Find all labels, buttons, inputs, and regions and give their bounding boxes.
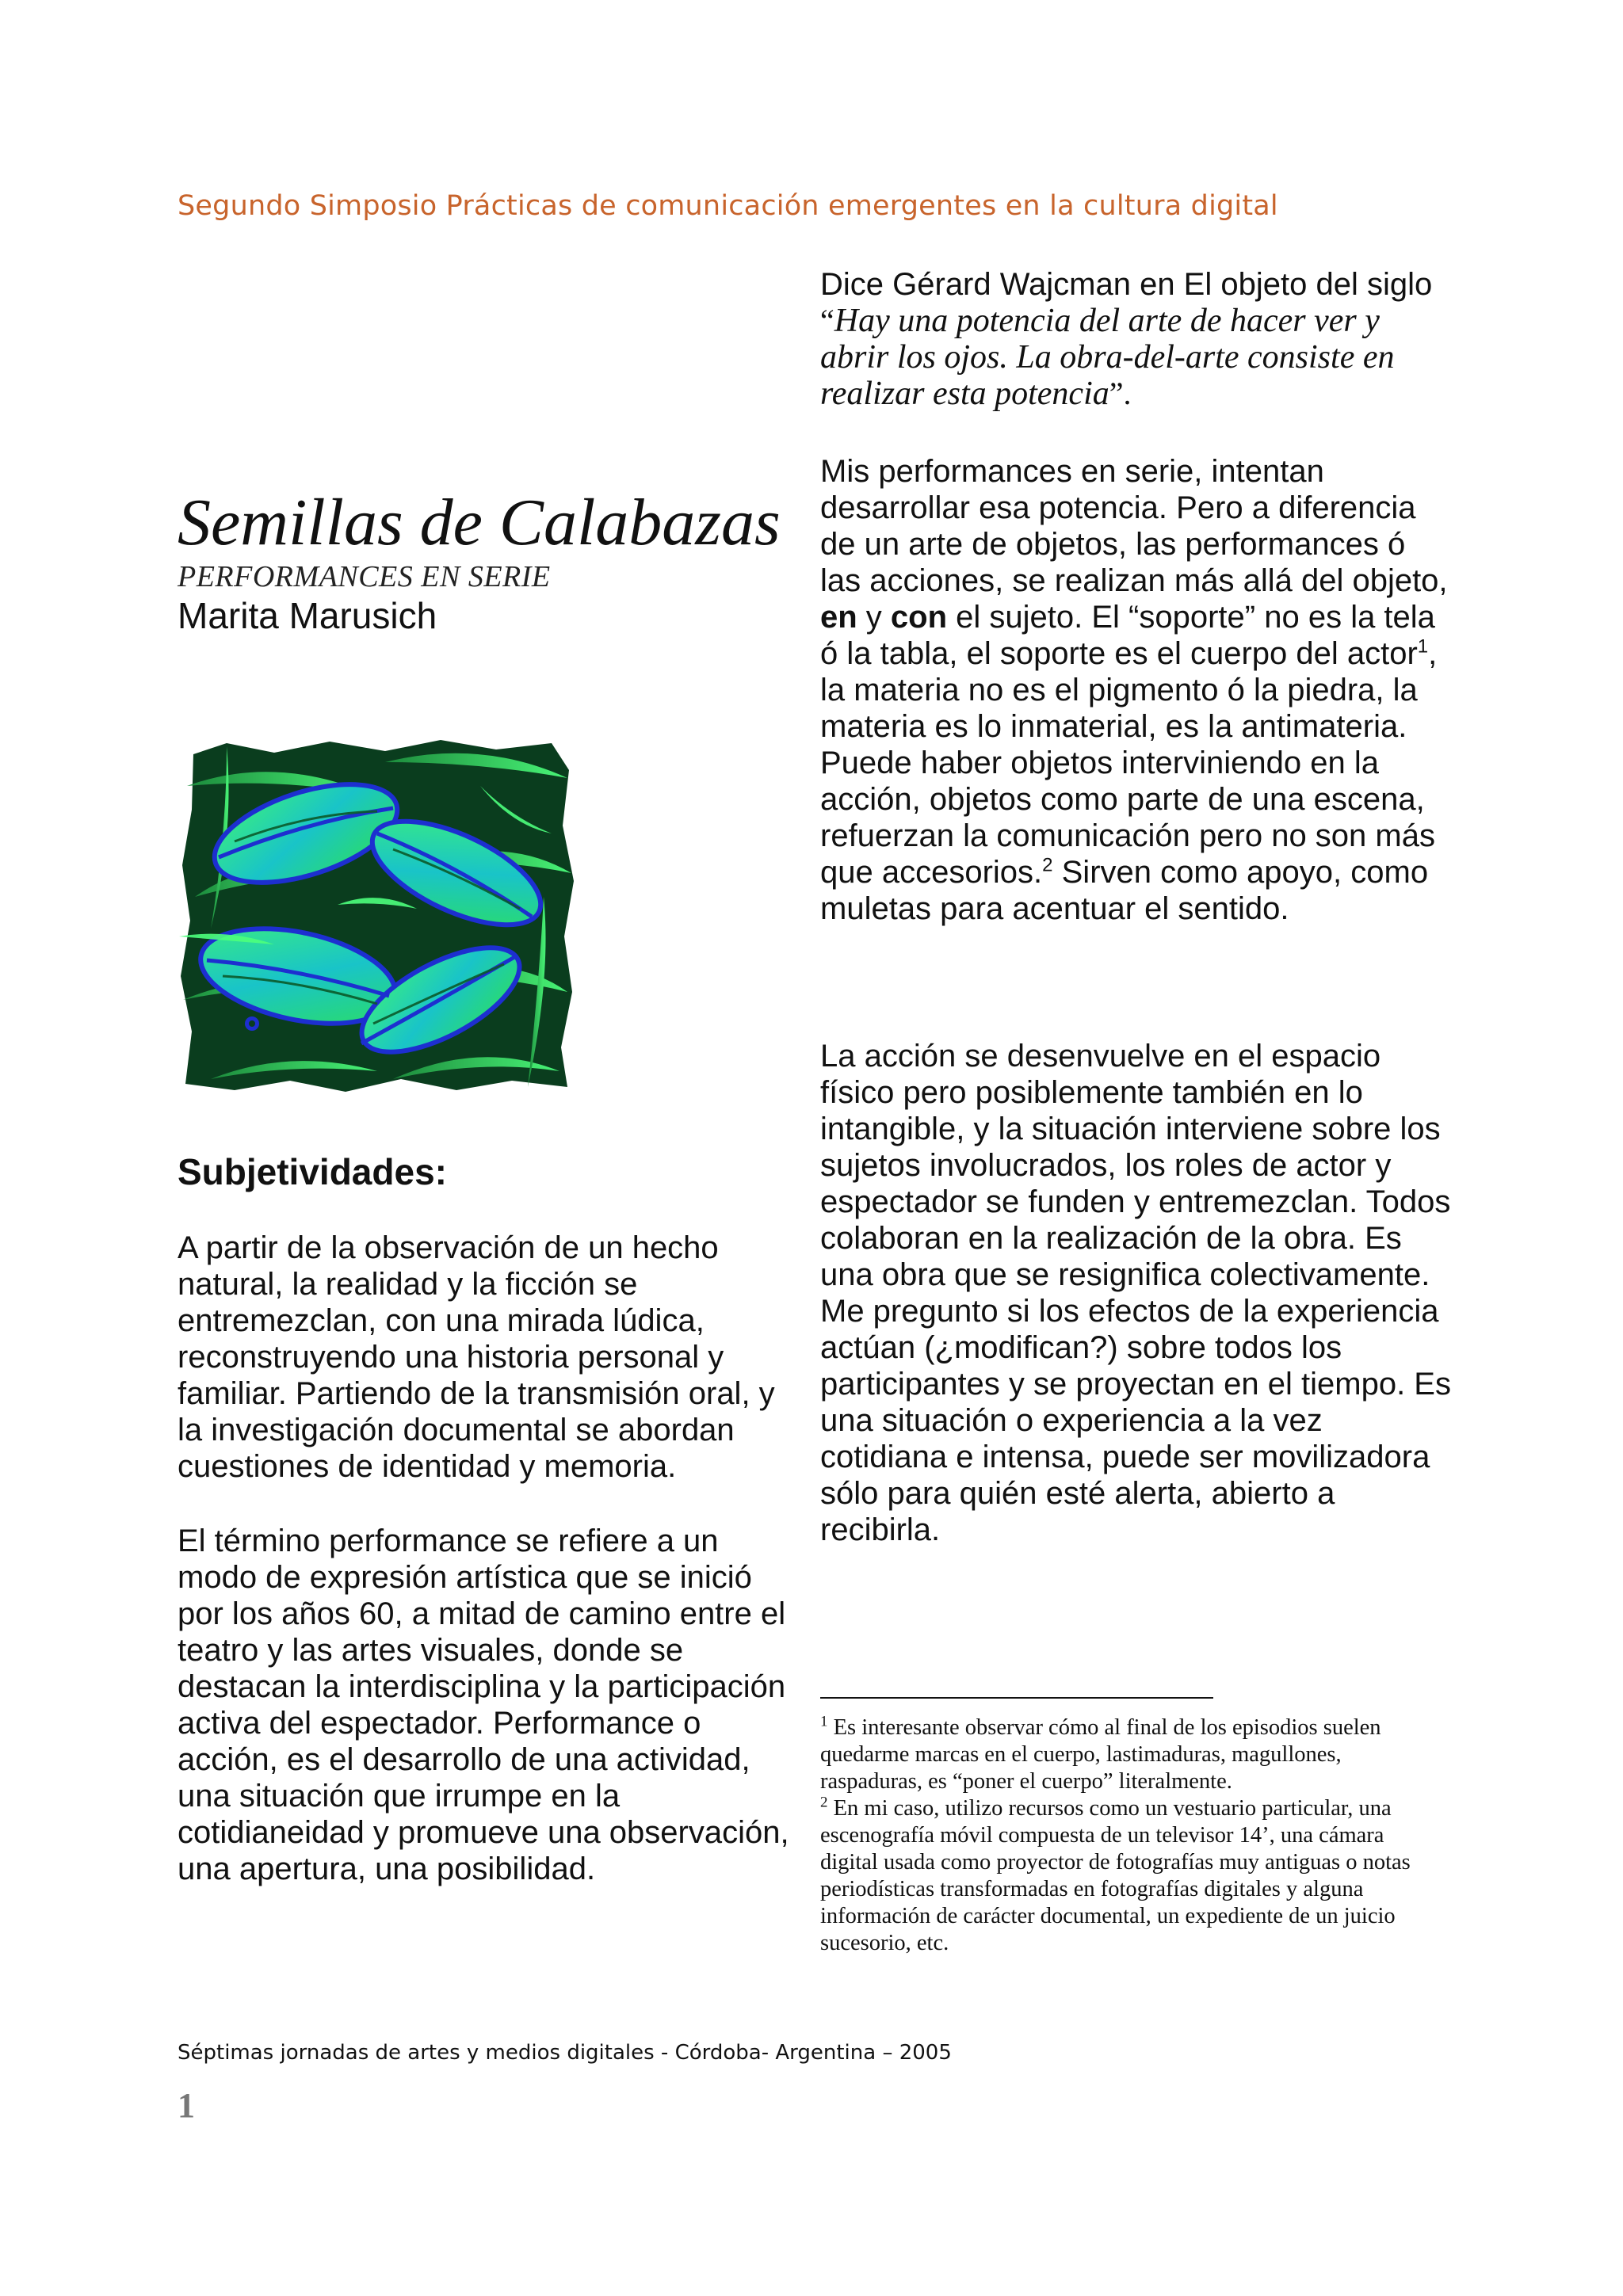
running-header: Segundo Simposio Prácticas de comunicación emergentes en la cultura digital bbox=[178, 190, 1278, 222]
paragraph-performances bbox=[820, 453, 1454, 927]
document-title: Semillas de Calabazas bbox=[178, 486, 781, 559]
page-number: 1 bbox=[178, 2086, 195, 2125]
footnote-number: 1 bbox=[820, 1713, 828, 1730]
paragraph-accion bbox=[820, 1038, 1454, 1548]
author-name: Marita Marusich bbox=[178, 595, 437, 636]
footnotes bbox=[820, 1714, 1446, 1957]
text-run: La acción se desenvuelve en el espacio físico pero posiblemente también en lo intangible, y la situación interviene sobre los sujetos involucrados, los roles de actor y espectador se funden y entremezclan. Todos colaboran en la realización de la obra. Es una obra que se resignifica colectivamente. bbox=[820, 1039, 1451, 1292]
paragraph-subjetividades: A partir de la observación de un hecho natural, la realidad y la ficción se entremezclan, con una mirada lúdica, reconstruyendo una historia personal y familiar. Partiendo de la transmisión oral, y la investigación documental se abordan cuestiones de identidad y memoria. bbox=[178, 1230, 775, 1484]
footnote-text: Es interesante observar cómo al final de los episodios suelen quedarme marcas en el cuerpo, lastimaduras, magullones, raspaduras, es “poner el cuerpo” literalmente. bbox=[820, 1715, 1381, 1794]
text-run: Me pregunto si los efectos de la experiencia actúan (¿modifican?) sobre todos los participantes y se proyectan en el tiempo. Es una situación o experiencia a la vez cotidiana e intensa, puede ser movilizadora sólo para quién esté alerta, abierto a recibirla. bbox=[820, 1294, 1451, 1547]
footnote-2 bbox=[820, 1795, 1446, 1957]
bold-con: con bbox=[890, 600, 948, 635]
section-heading: Subjetividades: bbox=[178, 1151, 447, 1192]
footnote-number: 2 bbox=[820, 1794, 828, 1811]
quote-paragraph bbox=[820, 266, 1454, 412]
footnote-ref-2[interactable]: 2 bbox=[1042, 854, 1053, 876]
quote-open-mark: “ bbox=[820, 303, 834, 338]
footnote-ref-1[interactable]: 1 bbox=[1417, 635, 1429, 658]
text-run: , la materia no es el pigmento ó la piedra, la materia es lo inmaterial, es la antimateria. bbox=[820, 636, 1438, 744]
running-footer: Séptimas jornadas de artes y medios digitales - Córdoba- Argentina – 2005 bbox=[178, 2041, 952, 2065]
pumpkin-seeds-artwork bbox=[179, 738, 575, 1093]
footnote-1 bbox=[820, 1714, 1446, 1795]
paragraph-performance-definition: El término performance se refiere a un modo de expresión artística que se inició por los años 60, a mitad de camino entre el teatro y las artes visuales, donde se destacan la interdisciplina y la participación activa del espectador. Performance o acción, es el desarrollo de una actividad, una situación que irrumpe en la cotidianeidad y promueve una observación, una apertura, una posibilidad. bbox=[178, 1524, 789, 1886]
footnote-separator bbox=[820, 1697, 1213, 1699]
text-run: y bbox=[857, 600, 891, 635]
footnote-text: En mi caso, utilizo recursos como un vestuario particular, una escenografía móvil compuesta de un televisor 14’, una cámara digital usada como proyector de fotografías muy antiguas o notas periodísticas transformadas en fotografías digitales y alguna información de carácter documental, un expediente de un juicio sucesorio, etc. bbox=[820, 1796, 1411, 1955]
bold-en: en bbox=[820, 600, 857, 635]
document-subtitle: PERFORMANCES EN SERIE bbox=[178, 560, 551, 593]
text-run: Mis performances en serie, intentan desarrollar esa potencia. Pero a diferencia de un arte de objetos, las performances ó las acciones, se realizan más allá del objeto, bbox=[820, 454, 1448, 598]
text-run: Puede haber objetos interviniendo en la acción, objetos como parte de una escena, refuerzan la comunicación pero no son más que accesorios. bbox=[820, 746, 1435, 890]
text-run: el sujeto. El “soporte” no es la tela ó la tabla, el soporte es el cuerpo del actor bbox=[820, 600, 1435, 671]
text-run: Sirven como apoyo, como muletas para acentuar el sentido. bbox=[820, 855, 1429, 926]
quote-close-mark: ”. bbox=[1109, 376, 1132, 411]
quote-intro: Dice Gérard Wajcman en El objeto del siglo bbox=[820, 267, 1433, 302]
wajcman-quote: Hay una potencia del arte de hacer ver y abrir los ojos. La obra-del-arte consiste en realizar esta potencia bbox=[820, 303, 1395, 412]
